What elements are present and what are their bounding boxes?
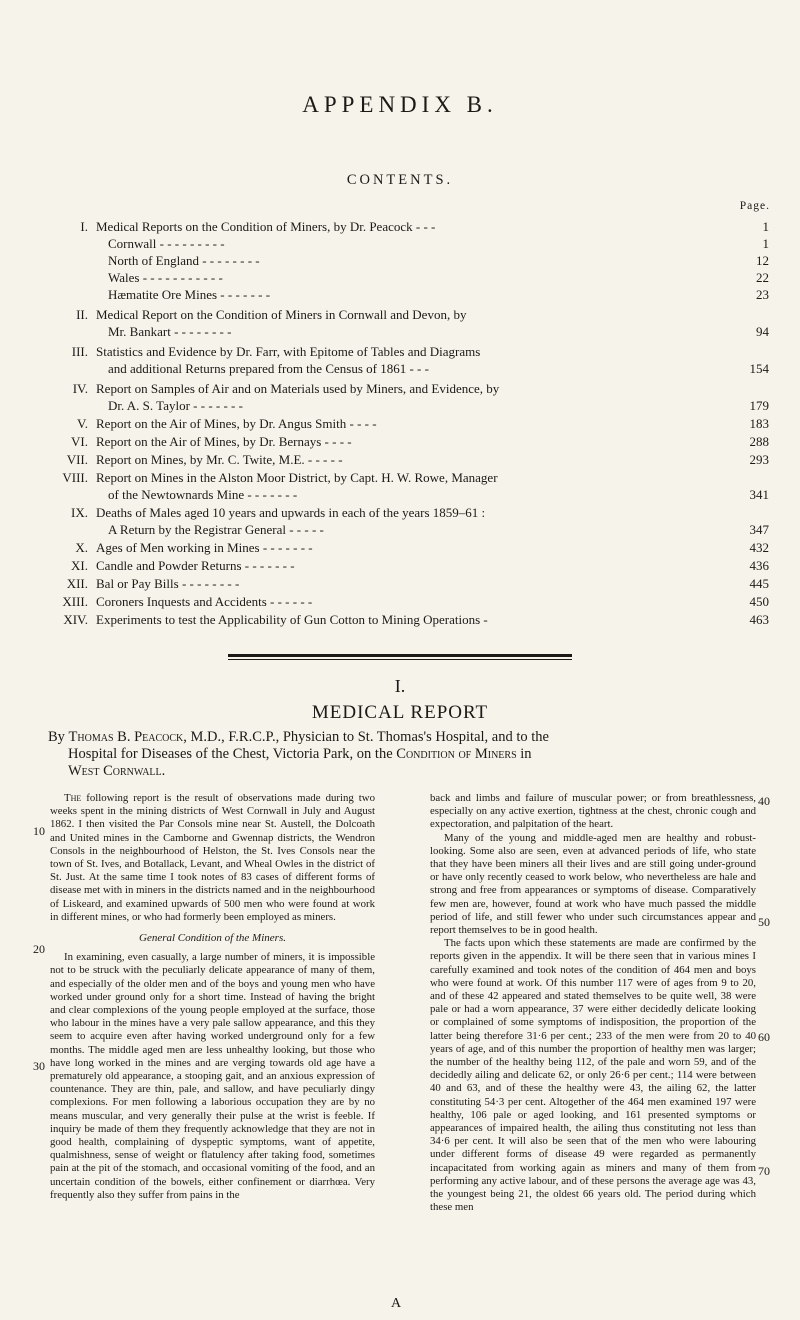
toc-page: 288 (749, 434, 769, 449)
toc-page: 436 (749, 558, 769, 573)
toc-title: Deaths of Males aged 10 years and upwards in each of the years 1859–61 : (96, 505, 486, 520)
signature-mark: A (391, 1296, 402, 1311)
toc-page: 463 (749, 612, 769, 627)
byline-in: in (520, 746, 532, 762)
line-number-10: 10 (33, 824, 45, 838)
toc-page: 12 (756, 253, 769, 268)
paragraph-lead-word: The (64, 792, 82, 804)
toc-entry (48, 269, 772, 286)
byline-line2-text: Hospital for Diseases of the Chest, Victoria Park, on the (68, 746, 393, 762)
toc-number: IX. (71, 505, 88, 520)
toc-number: III. (71, 344, 88, 359)
toc-number: VII. (66, 452, 88, 467)
byline-line-2 (48, 746, 773, 763)
toc-entry (48, 218, 772, 235)
report-byline (48, 729, 773, 780)
toc-entry (48, 593, 772, 610)
toc-entry (48, 252, 772, 269)
toc-number: XIII. (62, 594, 88, 609)
toc-title: and additional Returns prepared from the Census of 1861 - - - (108, 361, 429, 376)
toc-number: II. (76, 307, 88, 322)
contents-title: CONTENTS. (346, 172, 454, 188)
toc-entry (48, 486, 772, 503)
toc-number: XI. (71, 558, 88, 573)
line-number-70: 70 (758, 1164, 770, 1178)
toc-page: 341 (749, 487, 769, 502)
toc-number: VIII. (62, 470, 88, 485)
subheading-general-condition: General Condition of the Miners. (139, 932, 286, 945)
section-rule-thick (228, 654, 572, 657)
toc-entry (48, 521, 772, 538)
toc-number: VI. (71, 434, 88, 449)
line-number-20: 20 (33, 942, 45, 956)
toc-entry (48, 539, 772, 556)
toc-entry (48, 433, 772, 450)
toc-entry (48, 504, 772, 521)
toc-entry (48, 415, 772, 432)
toc-title: Wales - - - - - - - - - - - (108, 270, 223, 285)
toc-title: Statistics and Evidence by Dr. Farr, with Epitome of Tables and Diagrams (96, 344, 481, 359)
toc-title: Ages of Men working in Mines - - - - - - - (96, 540, 313, 555)
right-paragraph-3: The facts upon which these statements are made are confirmed by the reports given in the appendix. It will be there seen that in various mines I carefully examined and took notes of the condition of 464 men and boys who were found at work. Of this number 117 were of ages from 9 to 20, and of these 42 appeared and stated themselves to be quite well, 38 were pale or had a worn appearance, 37 were either decidedly delicate looking or complained of some symptoms of indisposition, the proportion of the latter being therefore 31·6 per cent.; 233 of the men were from 20 to 40 years of age, and of this number the proportion of healthy men was larger; the number of the healthy being 112, of the pale and worn 59, and of the decidedly ailing and delicate 62, or only 26·6 per cent.; 114 were between 40 and 63, and of these the healthy were 43, the ailing 62, the latter constituting 54·3 per cent. Altogether of the 464 men examined 197 were healthy, 106 pale or aged looking, and 161 presented symptoms or appearances of impaired health, the ailing thus constituting not less than 34·6 per cent. It will also be seen that of the men who were labouring under different forms of disease 49 were regarded as permanently incapacitated from working again as miners and many of them from performing any active labour, and of these persons the average age was 43, the youngest being 21, the oldest 66 years old. The period during which these men (430, 937, 756, 1214)
right-paragraph-2: Many of the young and middle-aged men are healthy and robust-looking. Some also are seen, even at advanced periods of life, who state that they have been miners all their lives and are still going under-ground or have only recently ceased to work below, who nevertheless are hale and strong and free from appearances or symptoms of disease. Comparatively few men are, however, found at work who have much passed the middle period of life, and still fewer who under such circumstances appear and report themselves to be in good health. (430, 831, 756, 937)
report-title: MEDICAL REPORT (311, 702, 489, 723)
toc-number: XIV. (63, 612, 88, 627)
toc-title: Dr. A. S. Taylor - - - - - - - (108, 398, 243, 413)
toc-entry (48, 380, 772, 397)
toc-entry (48, 469, 772, 486)
toc-page: 450 (749, 594, 769, 609)
toc-page: 432 (749, 540, 769, 555)
byline-line1-rest: M.D., F.R.C.P., Physician to St. Thomas's Hospital, and to the (190, 729, 549, 745)
body-column-right (430, 792, 756, 1215)
line-number-40: 40 (758, 794, 770, 808)
toc-number: V. (77, 416, 88, 431)
toc-page: 1 (762, 219, 769, 234)
toc-title: Report on Samples of Air and on Materials used by Miners, and Evidence, by (96, 381, 500, 396)
toc-number: XII. (66, 576, 88, 591)
toc-entry (48, 575, 772, 592)
toc-title: A Return by the Registrar General - - - - - (108, 522, 324, 537)
byline-line-1 (48, 729, 773, 746)
toc-title: Report on Mines in the Alston Moor District, by Capt. H. W. Rowe, Manager (96, 470, 498, 485)
toc-title: Report on the Air of Mines, by Dr. Bernays - - - - (96, 434, 352, 449)
toc-page: 293 (749, 452, 769, 467)
toc-title: Cornwall - - - - - - - - - (108, 236, 225, 251)
toc-title: Candle and Powder Returns - - - - - - - (96, 558, 295, 573)
toc-title: Experiments to test the Applicability of Gun Cotton to Mining Operations - (96, 612, 488, 627)
toc-entry (48, 235, 772, 252)
toc-number: IV. (72, 381, 88, 396)
line-number-60: 60 (758, 1030, 770, 1044)
toc-page: 94 (756, 324, 769, 339)
toc-title: Bal or Pay Bills - - - - - - - - (96, 576, 240, 591)
toc-page: 23 (756, 287, 769, 302)
toc-entry (48, 360, 772, 377)
left-paragraph-1-text: following report is the result of observations made during two weeks spent in the mining districts of West Cornwall in July and August 1862. I then visited the Par Consols mine near St. Austell, the Dolcoath and United mines in the Camborne and Gwennap districts, the Wendron Consols in the neighbourhood of Helston, the St. Ives Consols near the town of St. Ives, and Botallack, Levant, and Wheal Owles in the district of St. Just. At the same time I took notes of 83 cases of different forms of disease met with in miners in the districts named and in the neighbourhood of Liskeard, and examined upwards of 500 men who were found at work in different mines, or who had formerly been employed as miners. (50, 792, 375, 923)
toc-page: 347 (749, 522, 769, 537)
right-paragraph-1: back and limbs and failure of muscular power; or from breathlessness, especially on any active exertion, tightness at the chest, chronic cough and expectoration, and palpitation of the heart. (430, 792, 756, 831)
toc-entry (48, 557, 772, 574)
table-of-contents (48, 218, 772, 628)
appendix-title: APPENDIX B. (302, 92, 498, 117)
toc-title: Hæmatite Ore Mines - - - - - - - (108, 287, 271, 302)
line-number-50: 50 (758, 915, 770, 929)
toc-number: X. (75, 540, 88, 555)
byline-condition: Condition of Miners (396, 746, 517, 762)
toc-entry (48, 451, 772, 468)
toc-entry (48, 611, 772, 628)
page-column-header: Page. (739, 200, 770, 212)
toc-entry (48, 306, 772, 323)
toc-page: 154 (749, 361, 769, 376)
toc-page: 445 (749, 576, 769, 591)
toc-page: 22 (756, 270, 769, 285)
toc-entry (48, 343, 772, 360)
toc-entry (48, 323, 772, 340)
toc-title: North of England - - - - - - - - (108, 253, 260, 268)
toc-title: Mr. Bankart - - - - - - - - (108, 324, 232, 339)
body-column-left (50, 792, 375, 1202)
left-paragraph-2: In examining, even casually, a large number of miners, it is impossible not to be struck with the peculiarly delicate appearance of many of them, and especially of the older men and of the boys and young men who have worked under ground only for a short time. Instead of having the bright and clear complexions of the young people employed at the surface, those who labour in the mines have a very pale sallow appearance, and this they seem to acquire even after having worked underground only for a few months. The middle aged men are less unhealthy looking, but those who have long worked in the mines and are verging towards old age have a prematurely old appearance, a stooping gait, and an anxious expression of countenance. They are thin, pale, and sallow, and have peculiarly dingy complexions. For men following a laborious occupation they are by no means muscular, and very generally their pulse at the wrist is feeble. If inquiry be made of them they frequently acknowledge that they are not in good health, complaining of dyspeptic symptoms, want of appetite, qualmishness, sense of weight or flatulency after taking food, sometimes pain at the pit of the stomach, and occasional vomiting of the food, and an uncertain condition of the bowels, either confinement or diarrhœa. Very frequently also they suffer from pains in the (50, 951, 375, 1201)
toc-title: Report on Mines, by Mr. C. Twite, M.E. - - - - - (96, 452, 343, 467)
toc-number: I. (80, 219, 88, 234)
toc-title: of the Newtownards Mine - - - - - - - (108, 487, 298, 502)
byline-by: By (48, 729, 65, 745)
toc-entry (48, 286, 772, 303)
toc-page: 179 (749, 398, 769, 413)
section-rule-thin (228, 659, 572, 660)
toc-page: 183 (749, 416, 769, 431)
toc-title: Medical Reports on the Condition of Miners, by Dr. Peacock - - - (96, 219, 436, 234)
toc-title: Report on the Air of Mines, by Dr. Angus Smith - - - - (96, 416, 377, 431)
section-number: I. (394, 676, 406, 696)
toc-title: Medical Report on the Condition of Miners in Cornwall and Devon, by (96, 307, 467, 322)
line-number-30: 30 (33, 1059, 45, 1073)
left-paragraph-1 (50, 792, 375, 924)
byline-west-cornwall: West Cornwall. (68, 763, 166, 779)
toc-entry (48, 397, 772, 414)
toc-title: Coroners Inquests and Accidents - - - - - - (96, 594, 313, 609)
author-name: Thomas B. Peacock, (68, 729, 187, 745)
toc-page: 1 (762, 236, 769, 251)
